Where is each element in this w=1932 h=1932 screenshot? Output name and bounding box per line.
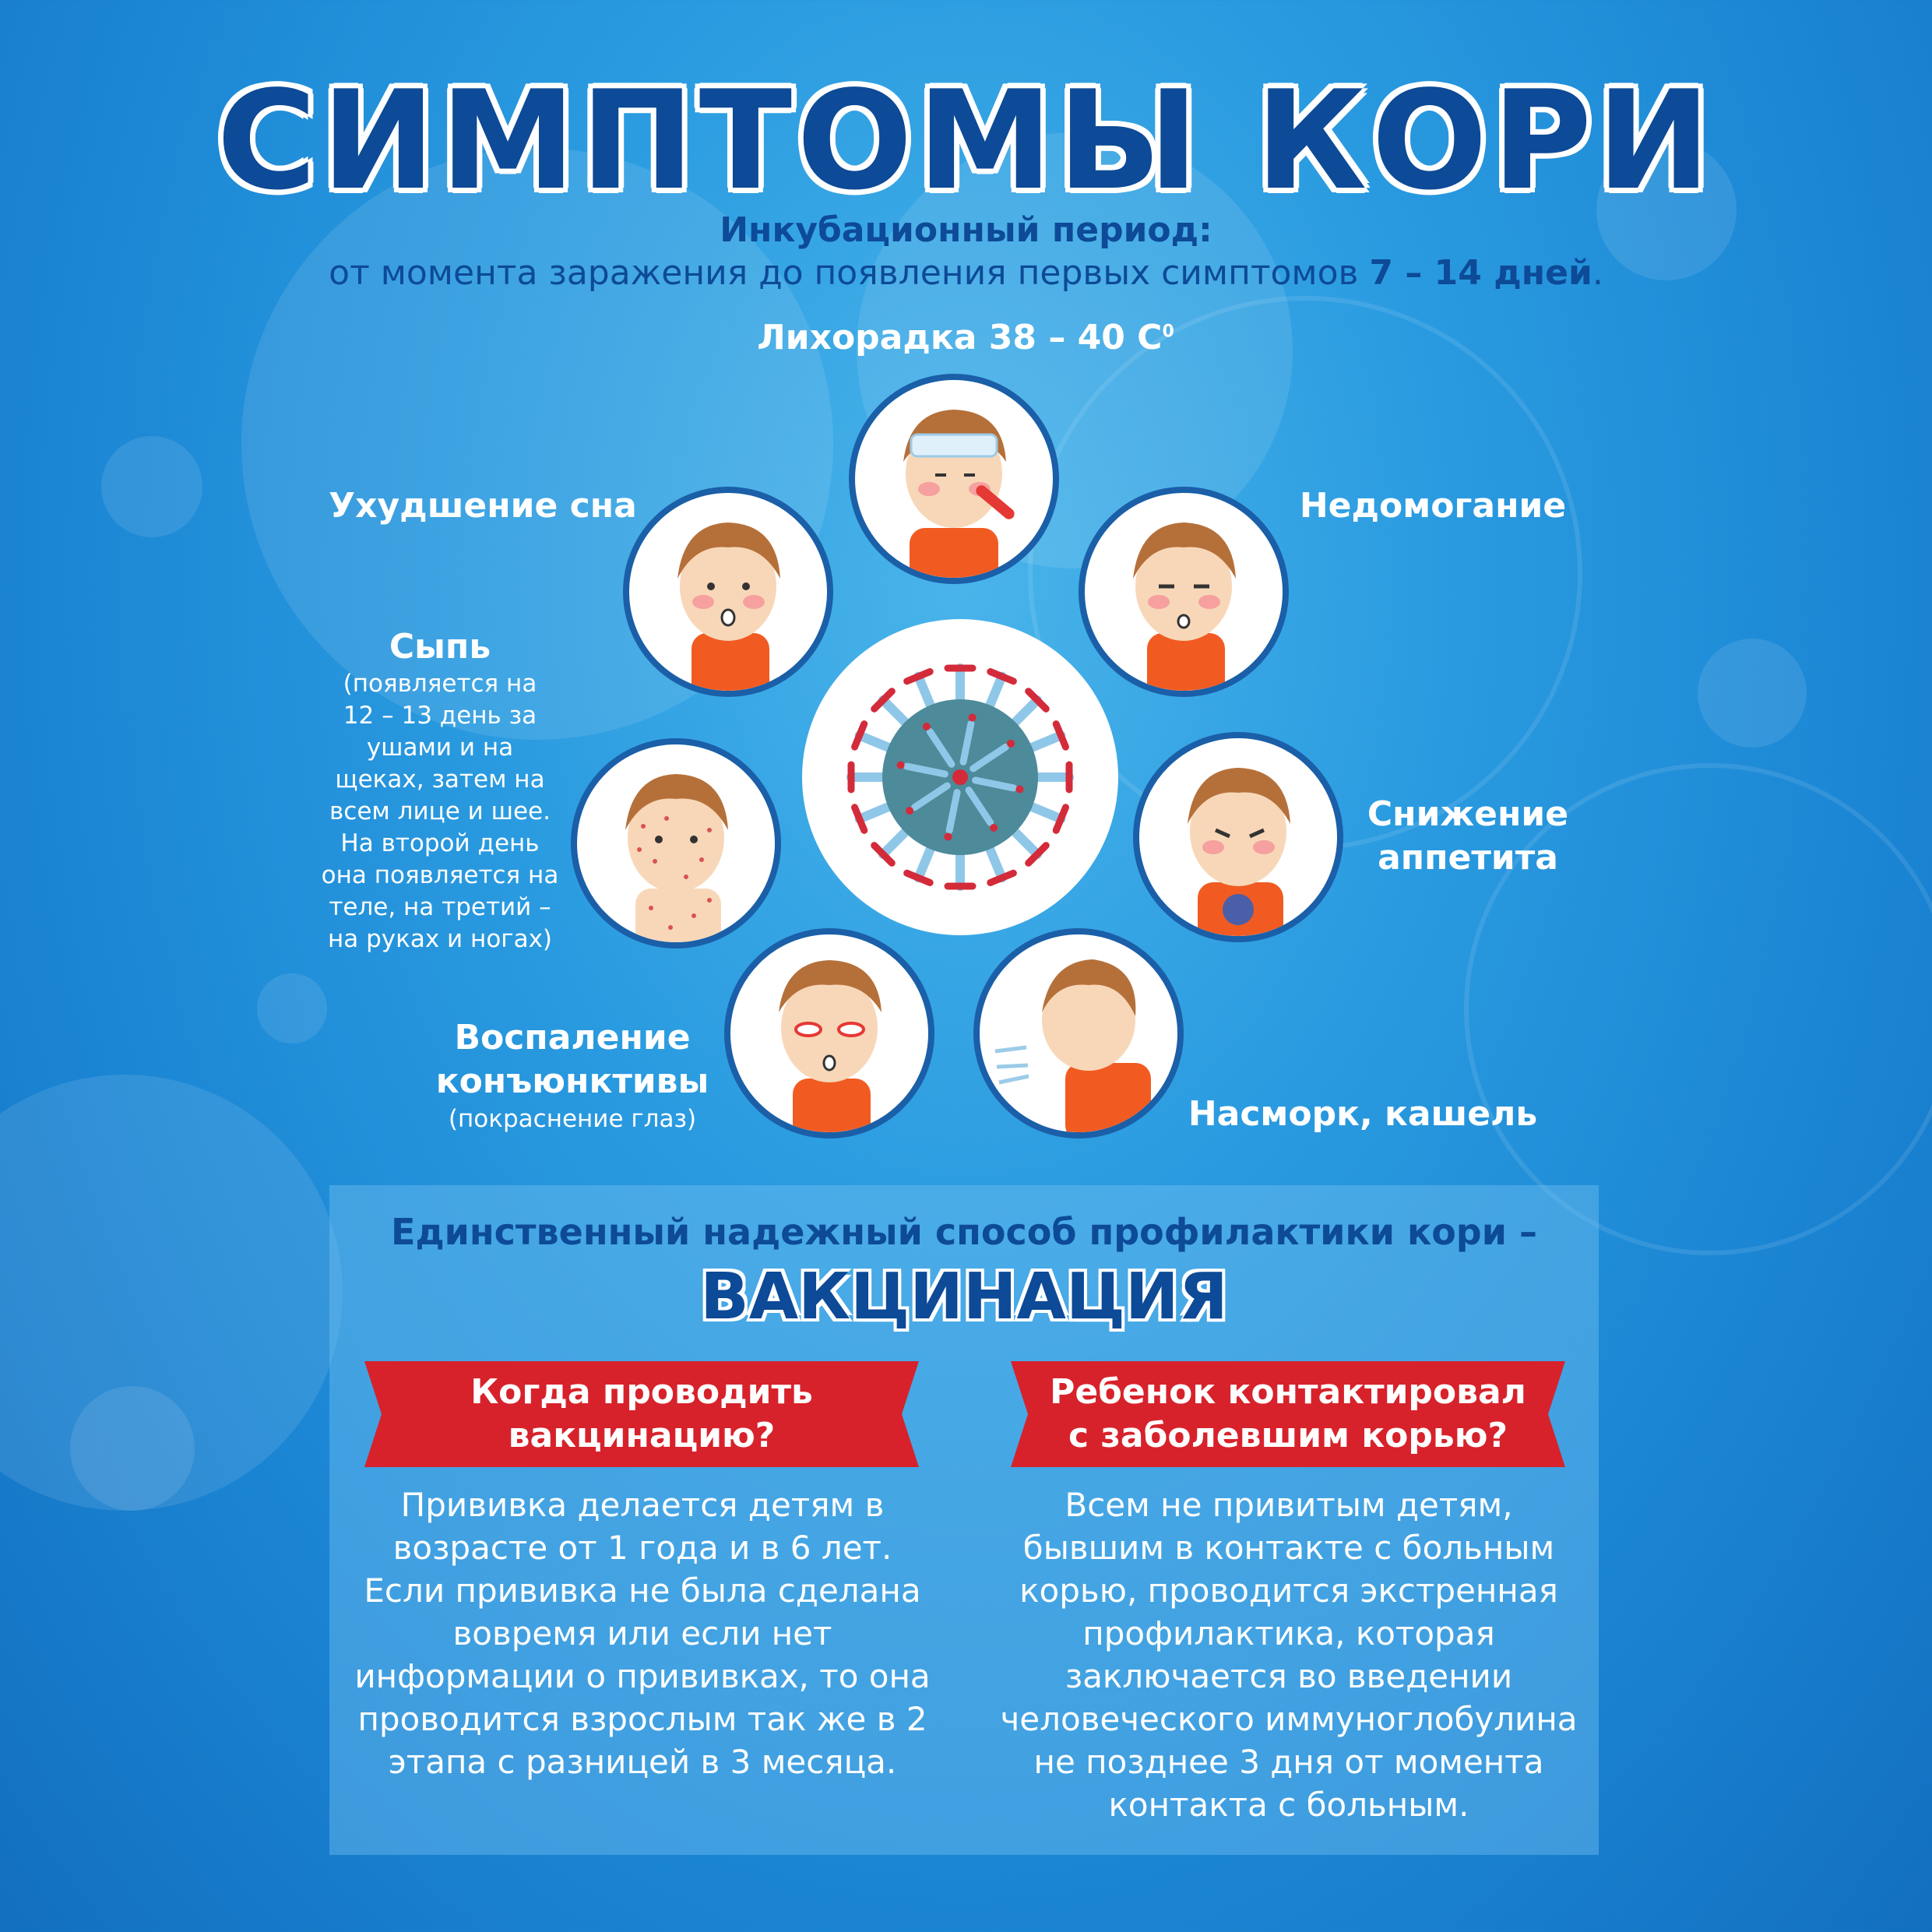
when-line: вовремя или если нет	[452, 1614, 832, 1652]
rash-line: (появляется на	[343, 670, 537, 698]
bg-bubble	[70, 1386, 195, 1511]
symptom-appetite-label	[1339, 793, 1596, 880]
virus-inner-dot	[945, 832, 952, 840]
fever-illustration	[849, 374, 1059, 584]
virus-inner-dot	[1015, 785, 1023, 793]
ribbon-when-text	[364, 1371, 919, 1458]
incubation-heading: Инкубационный период:	[720, 210, 1212, 250]
virus-inner-dot	[923, 723, 931, 730]
virus-spike	[1029, 805, 1061, 818]
appetite-illustration	[1133, 732, 1343, 942]
contact-line: заключается во введении	[1065, 1657, 1513, 1695]
bg-bubble	[1698, 639, 1807, 748]
child-tired-icon	[629, 493, 827, 691]
appetite-line2: аппетита	[1378, 838, 1558, 878]
rash-line: всем лице и шее.	[329, 797, 551, 825]
virus-core	[952, 769, 968, 785]
child-stomach-ache-icon	[1139, 738, 1337, 936]
virus-spike	[1012, 829, 1037, 854]
symptom-fever-label	[732, 318, 1199, 357]
bg-bubble	[257, 973, 327, 1043]
virus-spike-tip	[855, 808, 864, 831]
virus-spike	[1012, 700, 1037, 725]
rash-line: ушами и на	[366, 734, 514, 762]
when-line: Прививка делается детям в	[400, 1486, 885, 1524]
ribbon-contact-text	[1011, 1371, 1565, 1458]
fever-text: Лихорадка 38 – 40 С	[757, 318, 1163, 357]
vaccination-heading: ВАКЦИНАЦИЯ	[700, 1260, 1228, 1334]
conjunctivitis-illustration	[724, 928, 934, 1138]
incubation-text	[0, 253, 1932, 293]
rash-illustration	[571, 738, 781, 948]
rash-line: теле, на третий –	[329, 893, 551, 921]
rash-line: На второй день	[340, 829, 540, 857]
symptom-rash-details	[311, 668, 568, 955]
ribbon-when-line2: вакцинацию?	[508, 1416, 776, 1455]
bg-bubble	[101, 436, 202, 537]
fever-degree: 0	[1162, 322, 1174, 342]
when-line: Если прививка не была сделана	[364, 1571, 921, 1610]
rash-line: она появляется на	[321, 861, 559, 889]
virus-spike-tip	[907, 672, 931, 681]
incubation-text-after: .	[1592, 253, 1603, 293]
virus-inner-dot	[968, 714, 976, 722]
when-line: информации о прививках, то она	[354, 1657, 931, 1695]
virus-spike	[860, 805, 892, 818]
when-body	[343, 1483, 942, 1783]
contact-line: корью, проводится экстренная	[1019, 1571, 1558, 1610]
incubation-duration: 7 – 14 дней	[1369, 253, 1592, 293]
rash-line: 12 – 13 день за	[343, 702, 537, 730]
child-rash-icon	[577, 744, 775, 942]
virus-spike-tip	[991, 672, 1014, 681]
virus-spike-tip	[907, 873, 931, 882]
virus-inner-dot	[906, 807, 913, 815]
symptom-rash-label: Сыпь	[389, 627, 491, 667]
contact-line: контакта с больным.	[1108, 1786, 1469, 1824]
ribbon-contact-line2: с заболевшим корью?	[1068, 1416, 1508, 1455]
contact-line: профилактика, которая	[1082, 1614, 1495, 1652]
symptom-sleep-label: Ухудшение сна	[329, 486, 637, 526]
virus-inner-dot	[990, 824, 998, 832]
conjunctivitis-line2: конъюнктивы	[435, 1061, 709, 1101]
virus-spike	[883, 829, 908, 854]
vaccination-intro: Единственный надежный способ профилактики кори –	[391, 1211, 1537, 1253]
contact-line: не позднее 3 дня от момента	[1033, 1743, 1544, 1781]
contact-line: человеческого иммуноглобулина	[1000, 1700, 1578, 1738]
ribbon-when-line1: Когда проводить	[470, 1372, 813, 1412]
ribbon-when	[364, 1361, 919, 1467]
contact-body	[989, 1483, 1589, 1826]
virus-spike	[918, 846, 931, 878]
virus-spike	[988, 846, 1001, 878]
when-line: проводится взрослым так же в 2	[357, 1700, 927, 1738]
page-title: СИМПТОМЫ КОРИ	[216, 62, 1716, 220]
virus-spike-tip	[1056, 724, 1065, 748]
conjunctivitis-line1: Воспаление	[454, 1018, 691, 1057]
rash-line: щеках, затем на	[335, 765, 545, 794]
virus-inner-dot	[1007, 740, 1015, 748]
virus-spike	[1029, 735, 1061, 748]
child-coughing-icon	[980, 934, 1177, 1132]
virus-icon	[802, 619, 1118, 935]
virus-spike-tip	[855, 724, 864, 748]
incubation-text-before: от момента заражения до появления первых симптомов	[329, 253, 1370, 293]
symptom-malaise-label: Недомогание	[1299, 486, 1567, 526]
ribbon-contact	[1011, 1361, 1565, 1467]
child-thermometer-icon	[855, 380, 1053, 578]
appetite-line1: Снижение	[1367, 794, 1569, 834]
virus-spike-tip	[1056, 808, 1065, 831]
ribbon-contact-line1: Ребенок контактировал	[1050, 1372, 1526, 1412]
symptom-cough-label: Насморк, кашель	[1188, 1094, 1538, 1134]
virus-inner-dot	[897, 762, 905, 769]
virus-circle	[802, 619, 1118, 935]
child-red-eyes-icon	[730, 934, 928, 1132]
cough-illustration	[973, 928, 1184, 1138]
virus-spike	[883, 700, 908, 725]
when-line: возрасте от 1 года и в 6 лет.	[392, 1529, 892, 1567]
virus-spike	[918, 677, 931, 709]
virus-spike-tip	[991, 873, 1014, 882]
symptom-conjunctivitis-label	[405, 1016, 740, 1135]
conjunctivitis-note: (покраснение глаз)	[448, 1105, 697, 1133]
contact-line: бывшим в контакте с больным	[1022, 1529, 1555, 1567]
virus-spike	[988, 677, 1001, 709]
when-line: этапа с разницей в 3 месяца.	[388, 1743, 897, 1781]
virus-spike	[860, 735, 892, 748]
contact-line: Всем не привитым детям,	[1065, 1486, 1513, 1524]
rash-line: на руках и ногах)	[327, 925, 553, 953]
